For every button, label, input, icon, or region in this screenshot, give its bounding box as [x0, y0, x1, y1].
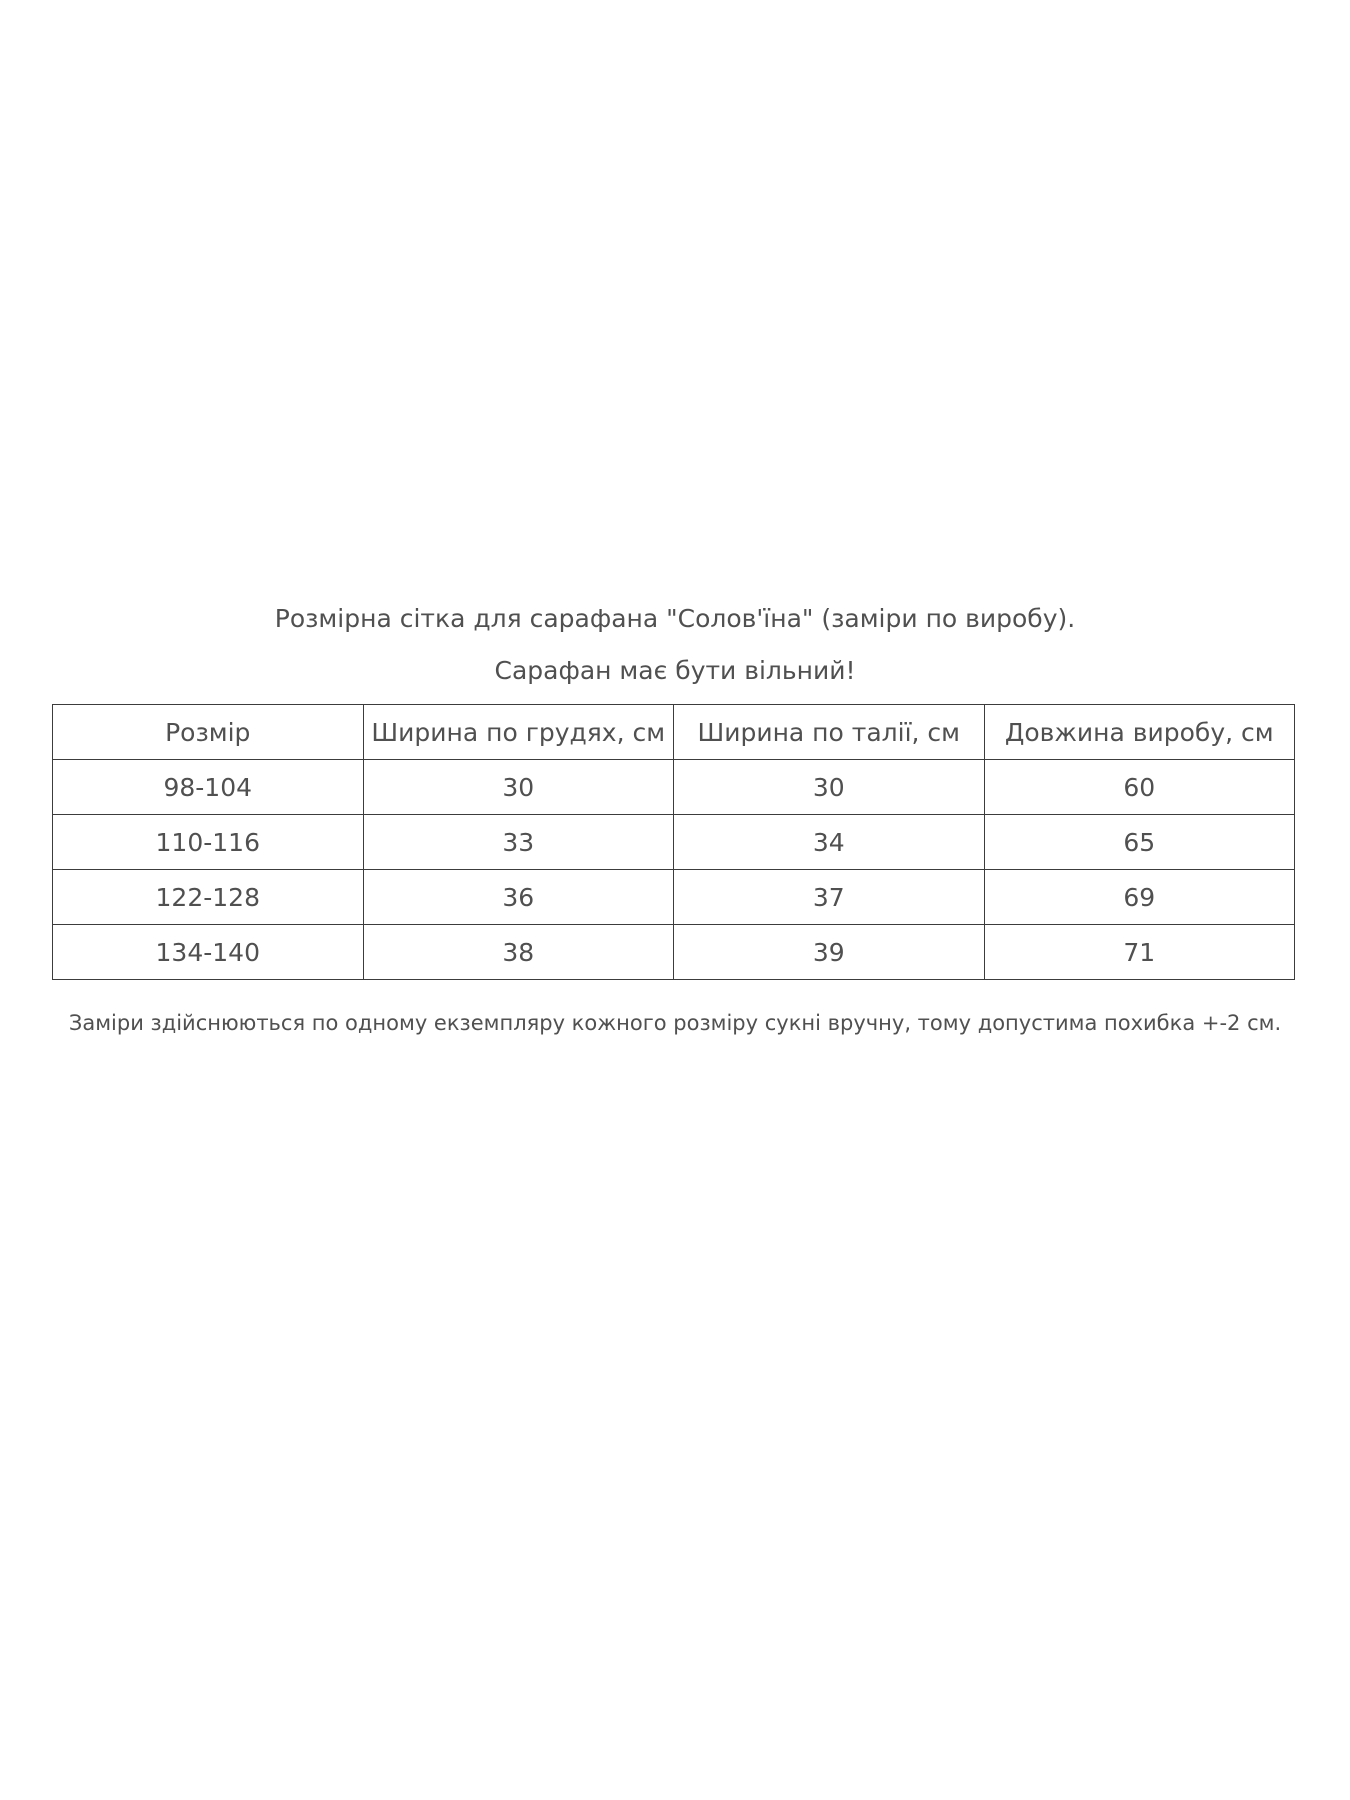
cell-length: 71 [984, 925, 1295, 980]
cell-length: 60 [984, 760, 1295, 815]
cell-size: 110-116 [53, 815, 364, 870]
table-header-row [53, 705, 1295, 760]
cell-waist-width: 30 [674, 760, 985, 815]
header-waist-width: Ширина по талії, см [674, 705, 985, 760]
table-row [53, 815, 1295, 870]
table-row [53, 760, 1295, 815]
cell-size: 122-128 [53, 870, 364, 925]
cell-chest-width: 33 [363, 815, 674, 870]
table-row [53, 925, 1295, 980]
cell-waist-width: 34 [674, 815, 985, 870]
size-chart-subtitle: Сарафан має бути вільний! [494, 656, 856, 685]
measurement-note: Заміри здійснюються по одному екземпляру кожного розміру сукні вручну, тому допустима похибка +-2 см. [68, 1011, 1282, 1035]
table-row [53, 870, 1295, 925]
header-chest-width: Ширина по грудях, см [363, 705, 674, 760]
size-chart-title: Розмірна сітка для сарафана "Солов'їна" (заміри по виробу). [274, 604, 1076, 633]
cell-chest-width: 36 [363, 870, 674, 925]
cell-length: 69 [984, 870, 1295, 925]
size-table [52, 704, 1295, 980]
cell-size: 98-104 [53, 760, 364, 815]
cell-chest-width: 38 [363, 925, 674, 980]
header-length: Довжина виробу, см [984, 705, 1295, 760]
cell-length: 65 [984, 815, 1295, 870]
cell-chest-width: 30 [363, 760, 674, 815]
cell-waist-width: 39 [674, 925, 985, 980]
header-size: Розмір [53, 705, 364, 760]
cell-size: 134-140 [53, 925, 364, 980]
cell-waist-width: 37 [674, 870, 985, 925]
